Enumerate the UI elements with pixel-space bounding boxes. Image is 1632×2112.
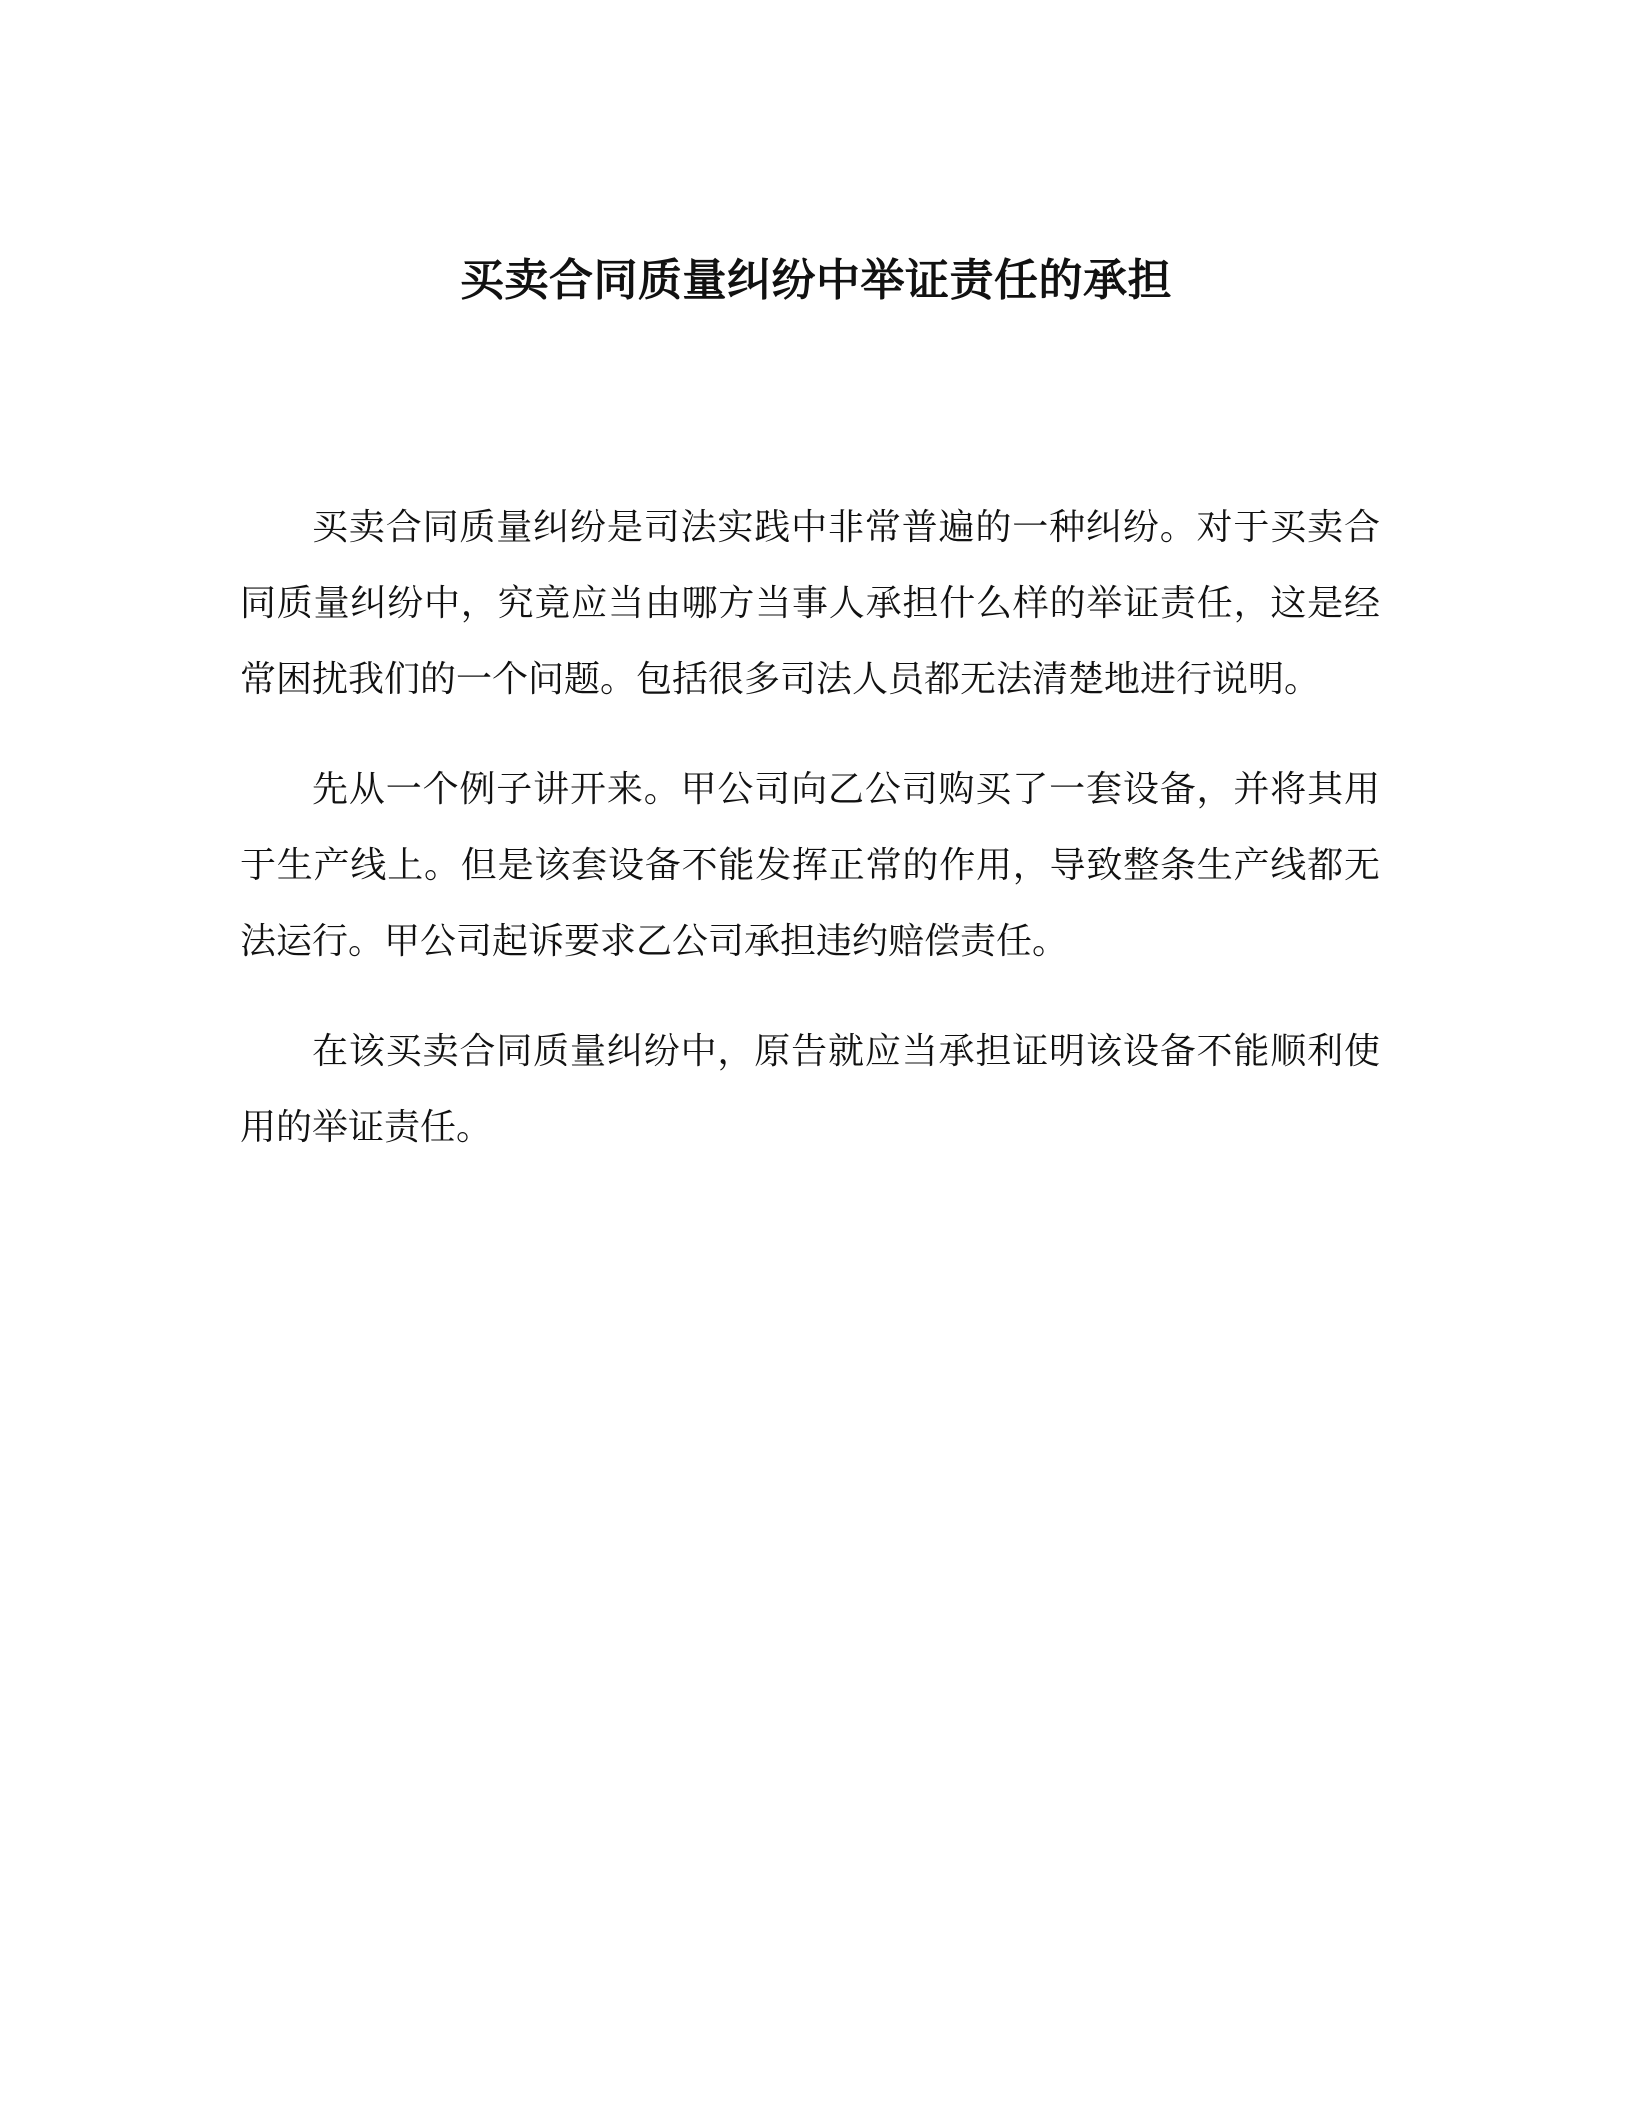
paragraph-conclusion: 在该买卖合同质量纠纷中，原告就应当承担证明该设备不能顺利使用的举证责任。 [240,1031,1380,1148]
document-title: 买卖合同质量纠纷中举证责任的承担 [460,255,1172,307]
paragraph-intro: 买卖合同质量纠纷是司法实践中非常普遍的一种纠纷。对于买卖合同质量纠纷中，究竟应当由哪方当事人承担什么样的举证责任，这是经常困扰我们的一个问题。包括很多司法人员都无法清楚地进行说明。 [240,507,1380,700]
paragraph-example: 先从一个例子讲开来。甲公司向乙公司购买了一套设备，并将其用于生产线上。但是该套设备不能发挥正常的作用，导致整条生产线都无法运行。甲公司起诉要求乙公司承担违约赔偿责任。 [240,769,1380,962]
document-body [240,490,1380,1200]
